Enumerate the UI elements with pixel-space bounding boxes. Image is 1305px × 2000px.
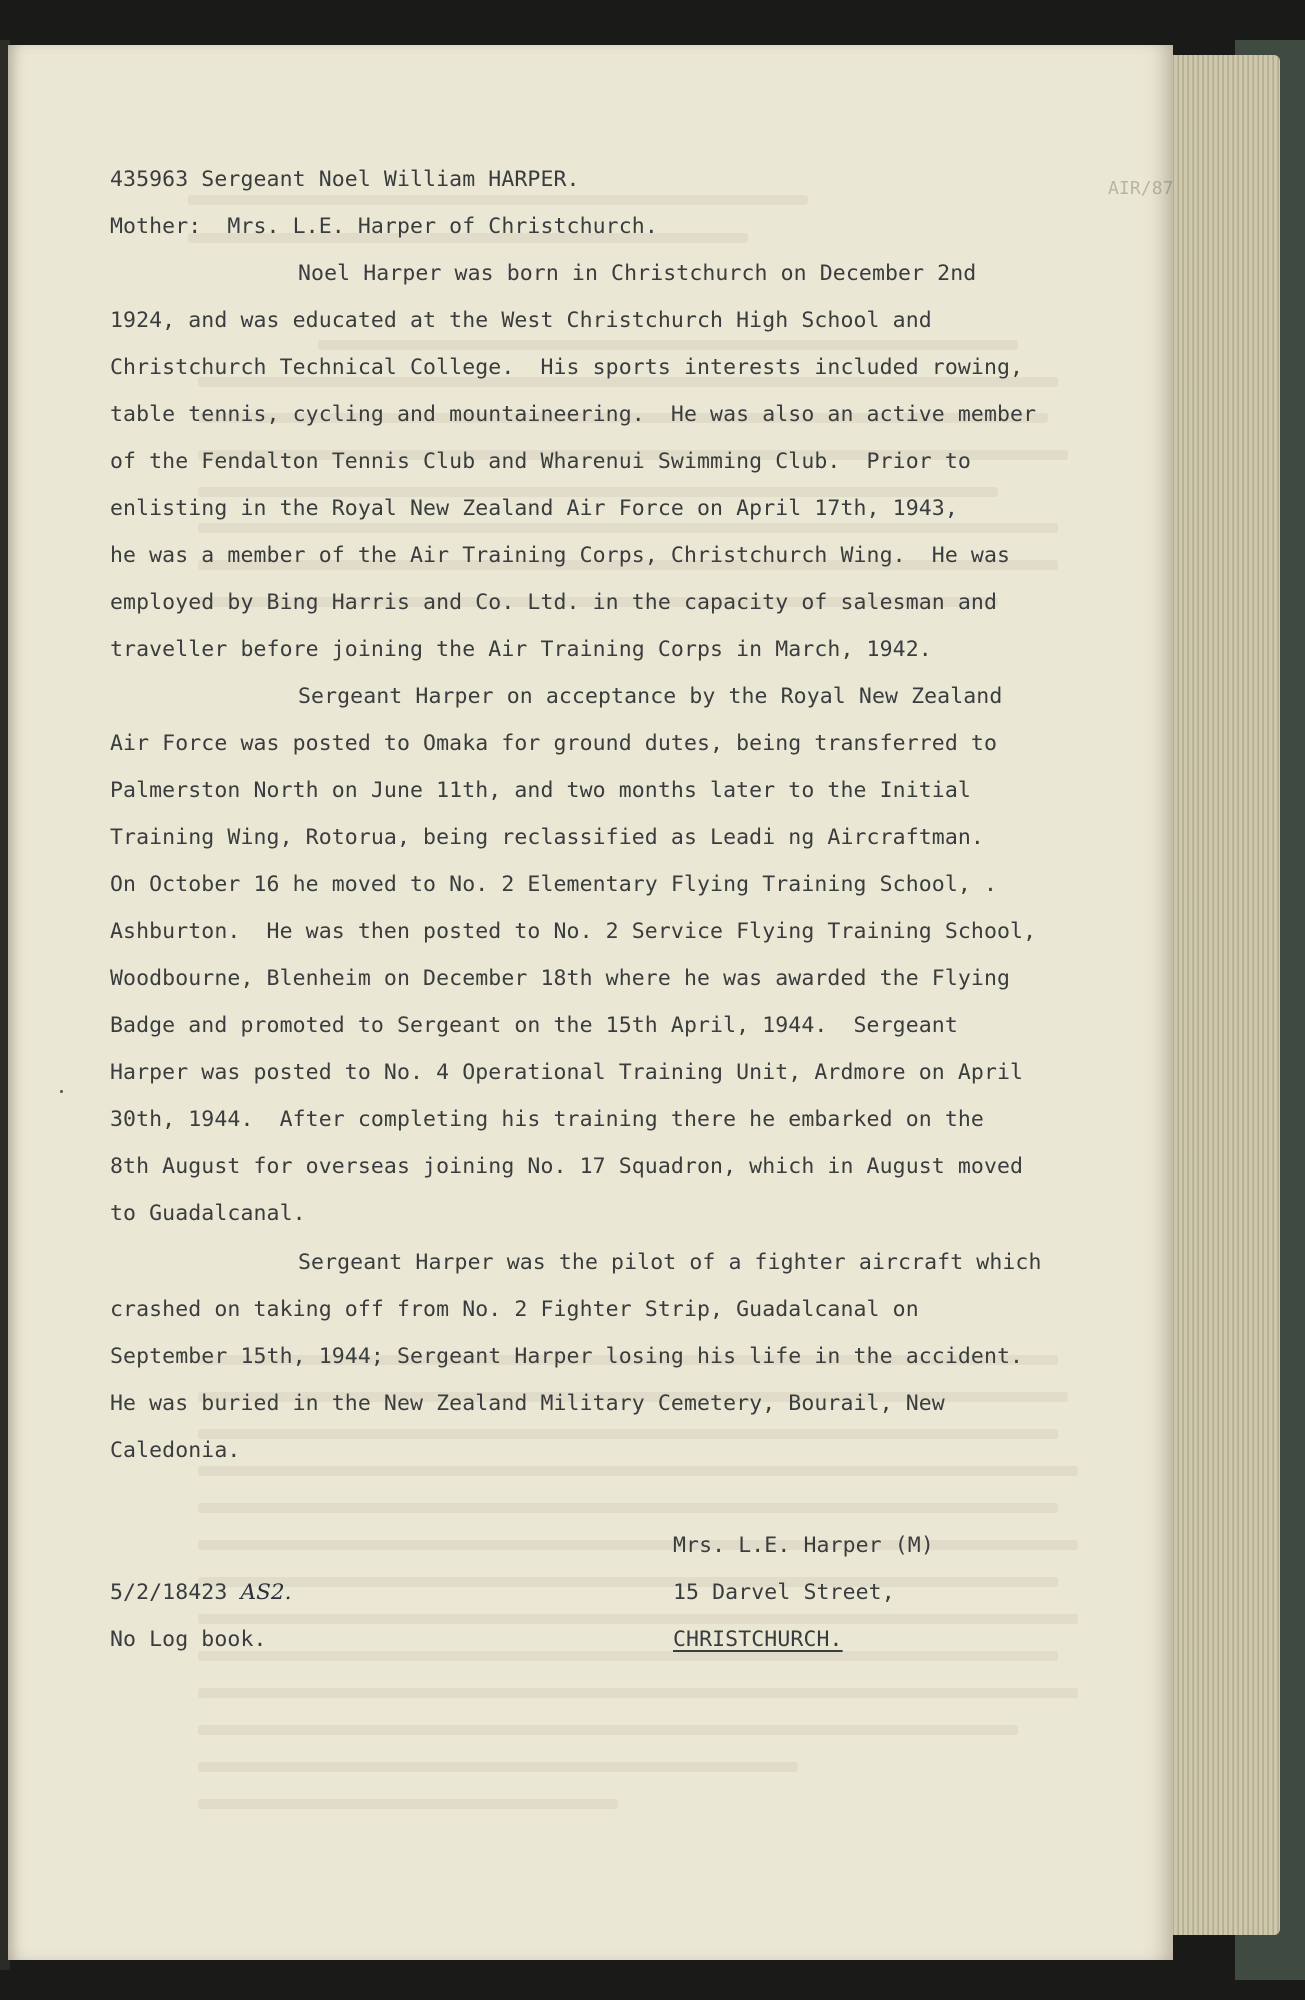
body-line: crashed on taking off from No. 2 Fighter Strip, Guadalcanal on (110, 1297, 919, 1322)
record-title: 435963 Sergeant Noel William HARPER. (110, 167, 580, 192)
page-stack-edge (1160, 55, 1280, 1935)
body-line: to Guadalcanal. (110, 1201, 306, 1226)
body-line: Caledonia. (110, 1438, 241, 1463)
body-line: He was buried in the New Zealand Military Cemetery, Bourail, New (110, 1391, 945, 1416)
file-reference (110, 1578, 292, 1608)
margin-mark (60, 1090, 63, 1093)
body-line: Sergeant Harper on acceptance by the Royal New Zealand (298, 684, 1003, 709)
body-line: he was a member of the Air Training Corps, Christchurch Wing. He was (110, 543, 1011, 568)
body-line: On October 16 he moved to No. 2 Elementary Flying Training School, . (110, 872, 997, 897)
body-line: traveller before joining the Air Training Corps in March, 1942. (110, 637, 932, 662)
body-line: Sergeant Harper was the pilot of a fighter aircraft which (298, 1250, 1042, 1275)
mother-value: Mrs. L.E. Harper of Christchurch. (227, 214, 658, 239)
body-line: table tennis, cycling and mountaineering. He was also an active member (110, 402, 1037, 427)
body-line: 8th August for overseas joining No. 17 Squadron, which in August moved (110, 1154, 1024, 1179)
mother-label: Mother: (110, 214, 202, 239)
body-line: Palmerston North on June 11th, and two months later to the Initial (110, 778, 971, 803)
address-street: 15 Darvel Street, (673, 1580, 895, 1605)
body-line: of the Fendalton Tennis Club and Wharenui Swimming Club. Prior to (110, 449, 971, 474)
body-line: Ashburton. He was then posted to No. 2 Service Flying Training School, (110, 919, 1037, 944)
document-page (8, 45, 1173, 1960)
body-line: Noel Harper was born in Christchurch on December 2nd (298, 261, 977, 286)
body-line: September 15th, 1944; Sergeant Harper losing his life in the accident. (110, 1344, 1024, 1369)
log-book-note: No Log book. (110, 1627, 267, 1652)
mother-line (110, 212, 658, 242)
address-name: Mrs. L.E. Harper (M) (673, 1533, 934, 1558)
file-ref-number: 5/2/18423 (110, 1580, 228, 1605)
body-line: Woodbourne, Blenheim on December 18th where he was awarded the Flying (110, 966, 1011, 991)
body-line: employed by Bing Harris and Co. Ltd. in the capacity of salesman and (110, 590, 997, 615)
page-reference: AIR/87 (1108, 178, 1174, 199)
body-line: Badge and promoted to Sergeant on the 15th April, 1944. Sergeant (110, 1013, 958, 1038)
body-line: Training Wing, Rotorua, being reclassified as Leadi ng Aircraftman. (110, 825, 984, 850)
address-city: CHRISTCHURCH. (673, 1627, 843, 1652)
body-line: Air Force was posted to Omaka for ground dutes, being transferred to (110, 731, 997, 756)
body-line: 30th, 1944. After completing his training there he embarked on the (110, 1107, 984, 1132)
body-line: Christchurch Technical College. His sports interests included rowing, (110, 355, 1024, 380)
body-line: Harper was posted to No. 4 Operational Training Unit, Ardmore on April (110, 1060, 1024, 1085)
body-line: 1924, and was educated at the West Christchurch High School and (110, 308, 932, 333)
handwritten-note: AS2. (240, 1580, 292, 1605)
body-line: enlisting in the Royal New Zealand Air Force on April 17th, 1943, (110, 496, 958, 521)
